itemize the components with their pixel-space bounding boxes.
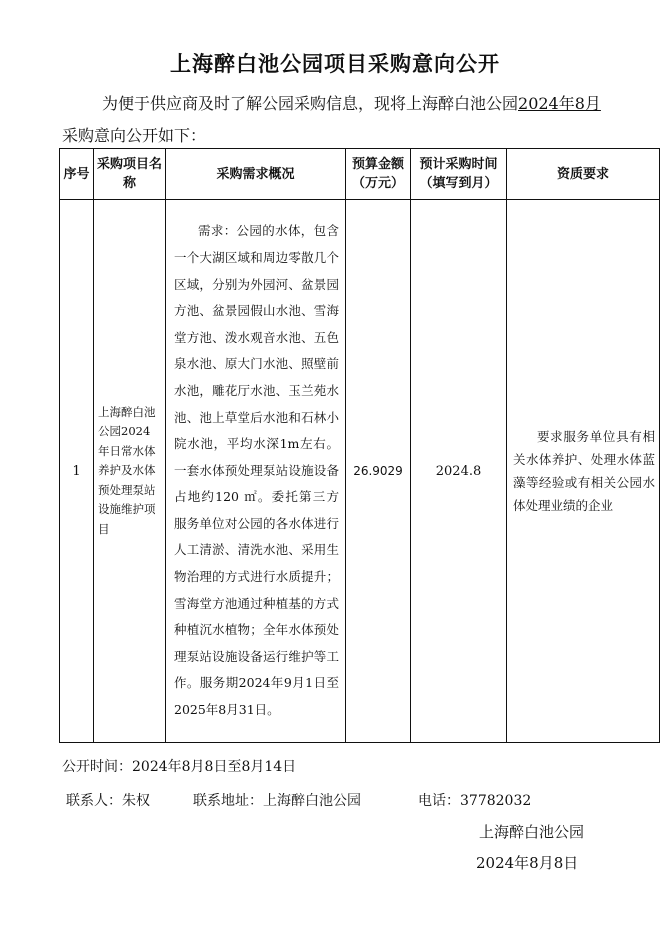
page-title: 上海醉白池公园项目采购意向公开: [170, 52, 500, 76]
cell-name: 上海醉白池公园2024年日常水体养护及水体预处理泵站设施维护项目: [94, 200, 166, 743]
contact-address: 联系地址：上海醉白池公园: [193, 793, 361, 809]
cell-qual-text: 要求服务单位具有相关水体养护、处理水体蓝藻等经验或有相关公园水体处理业绩的企业: [513, 429, 655, 513]
intro-period: 2024年8月: [518, 94, 601, 113]
signature-org: 上海醉白池公园: [479, 823, 585, 841]
cell-time: 2024.8: [411, 200, 507, 743]
cell-no: 1: [60, 200, 94, 743]
cell-desc: [166, 200, 346, 743]
header-qual: 资质要求: [507, 149, 660, 200]
header-no: 序号: [60, 149, 94, 200]
signature-date: 2024年8月8日: [476, 854, 579, 872]
table-header-row: [60, 149, 660, 200]
publish-time: 公开时间：2024年8月8日至8月14日: [62, 759, 297, 775]
header-budget: 预算金额（万元）: [346, 149, 411, 200]
intro-prefix: 为便于供应商及时了解公园采购信息，现将上海醉白池公园: [102, 94, 519, 113]
procurement-table: [59, 148, 660, 743]
header-name: 采购项目名称: [94, 149, 166, 200]
header-desc: 采购需求概况: [166, 149, 346, 200]
cell-qual: [507, 200, 660, 743]
cell-budget: 26.9029: [346, 200, 411, 743]
contact-person: 联系人：朱权: [66, 793, 150, 809]
header-time: 预计采购时间（填写到月）: [411, 149, 507, 200]
intro-suffix: 采购意向公开如下：: [62, 126, 207, 145]
intro-paragraph: [62, 88, 607, 152]
table-row: [60, 200, 660, 743]
contact-phone: 电话：37782032: [418, 793, 532, 809]
cell-desc-text: 需求：公园的水体，包含一个大湖区域和周边零散几个区域，分别为外园河、盆景园方池、盆景园假山水池、雪海堂方池、泼水观音水池、五色泉水池、原大门水池、照壁前水池，雕花厅水池、玉兰苑水池、池上草堂后水池和石林小院水池，平均水深1m左右。一套水体预处理泵站设施设备占地约120 ㎡。委托第三方服务单位对公园的各水体进行人工清淤、清洗水池、采用生物治理的方式进行水质提升；雪海堂方池通过种植基的方式种植沉水植物；全年水体预处理泵站设施设备运行维护等工作。服务期2024年9月1日至2025年8月31日。: [174, 223, 339, 718]
